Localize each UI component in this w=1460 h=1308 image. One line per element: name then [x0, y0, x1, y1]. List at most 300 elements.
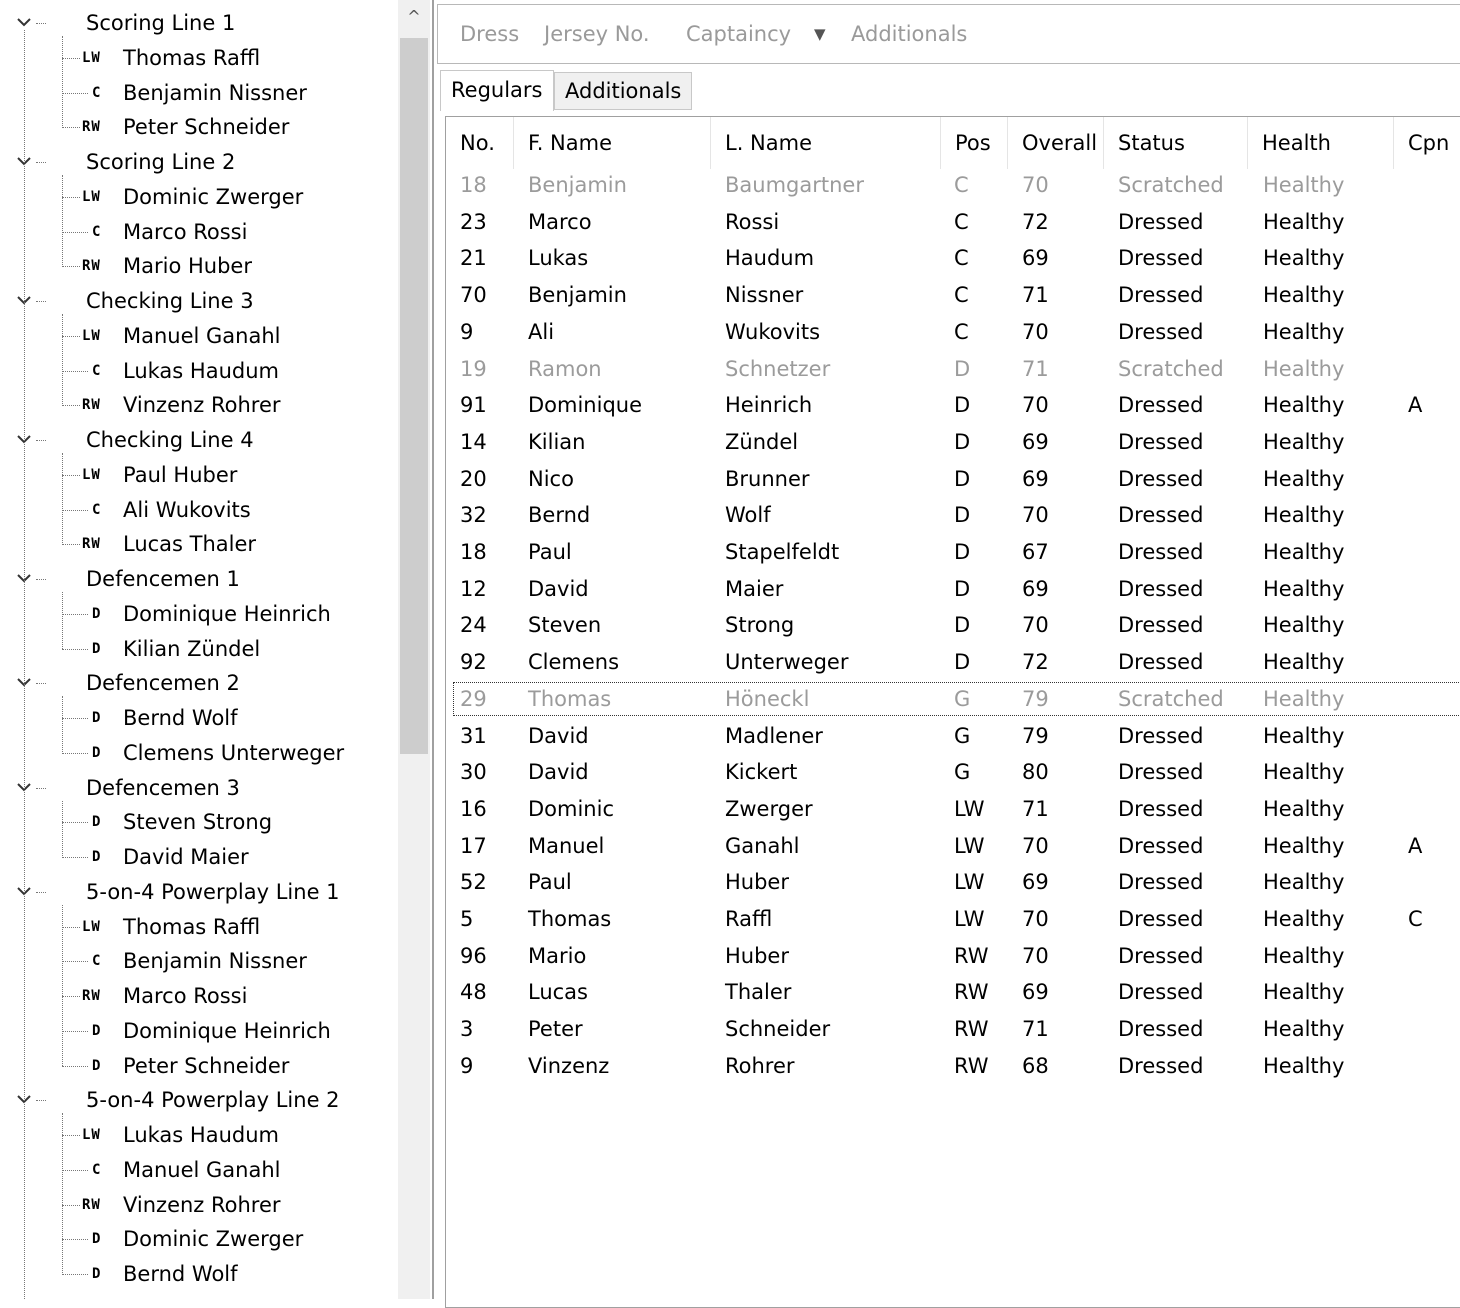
tree-connector — [62, 93, 88, 94]
cell-first: Bernd — [528, 503, 591, 528]
cell-health: Healthy — [1263, 246, 1345, 271]
lineup-tree[interactable] — [0, 0, 434, 1299]
additionals-button[interactable]: Additionals — [851, 22, 968, 46]
column-header[interactable]: Cpn — [1394, 117, 1460, 169]
cell-pos: D — [954, 613, 971, 638]
tree-group[interactable] — [0, 6, 398, 40]
cell-pos: RW — [954, 1053, 989, 1078]
tree-connector — [62, 592, 63, 649]
cell-ovr: 70 — [1022, 907, 1049, 931]
tree-player[interactable] — [0, 527, 398, 561]
tree-player[interactable] — [0, 597, 398, 631]
cell-ovr: 79 — [1022, 723, 1049, 748]
tree-connector — [62, 801, 63, 858]
tree-player-name: Dominique Heinrich — [123, 1018, 331, 1043]
tree-group[interactable] — [0, 771, 398, 805]
cell-last: Nissner — [725, 283, 804, 308]
tree-connector — [62, 857, 88, 858]
cell-pos: LW — [954, 833, 985, 858]
cell-last: Baumgartner — [725, 173, 864, 197]
cell-ovr: 68 — [1022, 1053, 1049, 1078]
cell-pos: RW — [954, 1017, 989, 1042]
tree-player[interactable] — [0, 319, 398, 353]
cell-health: Healthy — [1263, 319, 1345, 344]
tree-connector — [62, 718, 88, 719]
jersey-no-button[interactable]: Jersey No. — [544, 22, 650, 46]
tree-player[interactable] — [0, 1118, 398, 1152]
table-row[interactable] — [446, 461, 1460, 498]
cell-no: 30 — [460, 760, 487, 785]
cell-ovr: 67 — [1022, 540, 1049, 564]
table-row[interactable] — [446, 424, 1460, 461]
position-badge: LW — [82, 1127, 101, 1143]
tree-connector — [62, 510, 88, 511]
cell-health: Healthy — [1263, 1017, 1345, 1042]
cell-status: Dressed — [1118, 576, 1204, 601]
cell-pos: D — [954, 466, 971, 491]
tree-group[interactable] — [0, 875, 398, 909]
tree-player-name: Dominic Zwerger — [123, 1227, 304, 1252]
cell-last: Madlener — [725, 723, 823, 748]
tree-connector — [36, 162, 46, 163]
tree-connector — [62, 197, 80, 198]
cell-no: 20 — [460, 466, 487, 491]
position-badge: D — [92, 710, 102, 726]
tree-player[interactable] — [0, 701, 398, 735]
tree-player-name: Thomas Raffl — [123, 914, 261, 939]
tree-group-label: Checking Line 3 — [86, 289, 254, 313]
cell-first: Thomas — [528, 907, 612, 931]
position-badge: C — [92, 362, 102, 379]
cell-no: 9 — [460, 1053, 474, 1078]
cell-health: Healthy — [1263, 576, 1345, 601]
tree-connector — [62, 1239, 88, 1240]
cell-first: Marco — [528, 209, 592, 234]
tree-connector — [62, 1274, 88, 1275]
tree-connector — [36, 1100, 46, 1101]
tree-group[interactable] — [0, 145, 398, 179]
table-row[interactable] — [446, 497, 1460, 534]
cell-pos: D — [954, 540, 971, 564]
table-row[interactable] — [446, 754, 1460, 791]
cell-pos: C — [954, 246, 969, 271]
cell-pos: C — [954, 319, 969, 344]
cell-ovr: 69 — [1022, 980, 1049, 1005]
tree-group-label: Defencemen 1 — [86, 567, 240, 591]
tree-connector — [62, 232, 88, 233]
table-row[interactable] — [446, 204, 1460, 241]
position-badge: LW — [82, 466, 101, 483]
position-badge: C — [92, 84, 102, 101]
position-badge: C — [92, 501, 102, 518]
tree-player[interactable] — [0, 805, 398, 839]
cell-last: Kickert — [725, 760, 798, 785]
tree-player[interactable] — [0, 1049, 398, 1083]
cell-status: Dressed — [1118, 650, 1204, 675]
cell-no: 21 — [460, 246, 487, 271]
table-row[interactable] — [452, 681, 1460, 718]
cell-ovr: 70 — [1022, 613, 1049, 638]
cell-health: Healthy — [1263, 723, 1345, 748]
tree-player[interactable] — [0, 388, 398, 422]
tree-player-name: Kilian Zündel — [123, 636, 261, 661]
position-badge: C — [92, 223, 102, 240]
tree-player-name: Manuel Ganahl — [123, 323, 281, 348]
cell-health: Healthy — [1263, 503, 1345, 528]
tree-player[interactable] — [0, 1188, 398, 1222]
cell-status: Dressed — [1118, 833, 1204, 858]
table-row[interactable] — [446, 534, 1460, 571]
cell-ovr: 69 — [1022, 429, 1049, 454]
tree-connector — [36, 683, 46, 684]
tree-player-name: Vinzenz Rohrer — [123, 393, 281, 418]
tree-player-name: Dominic Zwerger — [123, 184, 304, 209]
cell-status: Dressed — [1118, 1053, 1204, 1078]
cell-ovr: 70 — [1022, 393, 1049, 418]
dress-button[interactable]: Dress — [460, 22, 520, 46]
cell-no: 31 — [460, 723, 487, 748]
cell-first: Ali — [528, 319, 555, 344]
cell-last: Zündel — [725, 429, 799, 454]
tree-player-name: Marco Rossi — [123, 219, 248, 244]
cell-no: 18 — [460, 540, 487, 564]
cell-pos: D — [954, 356, 971, 381]
tree-group-label: Checking Line 4 — [86, 428, 254, 452]
cell-status: Dressed — [1118, 613, 1204, 638]
cell-ovr: 71 — [1022, 796, 1049, 821]
tree-player-name: Peter Schneider — [123, 1053, 290, 1078]
column-header[interactable]: Health — [1248, 117, 1394, 169]
tree-player[interactable] — [0, 215, 398, 249]
scrollbar-thumb[interactable] — [400, 38, 428, 754]
position-badge: C — [92, 1161, 102, 1178]
cell-first: David — [528, 723, 589, 748]
cell-last: Rossi — [725, 209, 780, 234]
tree-player[interactable] — [0, 632, 398, 666]
tree-player-name: Peter Schneider — [123, 115, 290, 140]
cell-first: Steven — [528, 613, 602, 638]
cell-first: Thomas — [528, 686, 612, 711]
tree-player[interactable] — [0, 736, 398, 770]
table-row[interactable] — [446, 864, 1460, 901]
cell-health: Healthy — [1263, 796, 1345, 821]
table-row[interactable] — [446, 571, 1460, 608]
tab-additionals[interactable]: Additionals — [554, 72, 692, 110]
tree-connector — [62, 614, 88, 615]
cell-status: Dressed — [1118, 319, 1204, 344]
cell-no: 14 — [460, 429, 487, 454]
table-row[interactable] — [446, 1011, 1460, 1048]
tree-group[interactable] — [0, 1083, 398, 1117]
tree-player-name: Dominique Heinrich — [123, 601, 331, 626]
cell-health: Healthy — [1263, 466, 1345, 491]
tree-group-label: Defencemen 3 — [86, 775, 240, 800]
cell-status: Dressed — [1118, 796, 1204, 821]
tree-connector — [62, 127, 80, 128]
tree-connector — [62, 58, 80, 59]
column-header[interactable]: Pos — [941, 117, 1008, 169]
tree-connector — [62, 36, 63, 128]
table-row[interactable] — [446, 607, 1460, 644]
column-header[interactable]: Overall — [1008, 117, 1104, 169]
cell-no: 19 — [460, 356, 487, 381]
tree-player-name: Lukas Haudum — [123, 1123, 279, 1147]
tree-player[interactable] — [0, 1153, 398, 1187]
cell-no: 91 — [460, 393, 487, 418]
cell-status: Dressed — [1118, 429, 1204, 454]
tree-connector — [62, 405, 80, 406]
position-badge: D — [92, 1231, 102, 1248]
tree-player-name: Paul Huber — [123, 462, 238, 487]
table-row[interactable] — [446, 974, 1460, 1011]
tree-player[interactable] — [0, 1014, 398, 1048]
cell-ovr: 70 — [1022, 833, 1049, 858]
cell-health: Healthy — [1263, 686, 1345, 711]
cell-no: 32 — [460, 503, 487, 528]
captaincy-dropdown-arrow-icon[interactable]: ▼ — [814, 25, 826, 43]
tree-group[interactable] — [0, 284, 398, 318]
tab-regulars[interactable]: Regulars — [440, 70, 554, 111]
cell-health: Healthy — [1263, 356, 1345, 381]
cell-pos: LW — [954, 907, 985, 931]
cell-first: Nico — [528, 466, 574, 491]
tree-connector — [36, 23, 46, 24]
cell-no: 48 — [460, 980, 487, 1005]
cell-pos: RW — [954, 943, 989, 968]
tree-player[interactable] — [0, 944, 398, 978]
cell-ovr: 79 — [1022, 686, 1049, 711]
tree-player-name: Bernd Wolf — [123, 1262, 238, 1286]
position-badge: D — [92, 640, 102, 657]
table-row[interactable] — [446, 901, 1460, 938]
cell-first: Clemens — [528, 650, 620, 675]
cell-health: Healthy — [1263, 980, 1345, 1005]
table-row[interactable] — [446, 718, 1460, 755]
cell-health: Healthy — [1263, 943, 1345, 968]
tree-group-label: 5-on-4 Powerplay Line 1 — [86, 879, 340, 904]
cell-ovr: 80 — [1022, 760, 1049, 785]
position-badge: D — [92, 814, 102, 831]
cell-first: Dominique — [528, 393, 643, 418]
tree-group[interactable] — [0, 423, 398, 457]
position-badge: RW — [82, 119, 101, 136]
tree-connector — [62, 1135, 80, 1136]
cell-no: 96 — [460, 943, 487, 968]
tree-scrollbar[interactable] — [398, 0, 430, 1299]
column-header[interactable]: L. Name — [711, 117, 941, 169]
tree-player[interactable] — [0, 41, 398, 75]
cell-last: Schneider — [725, 1017, 831, 1042]
position-badge: LW — [82, 918, 101, 935]
cell-no: 29 — [460, 686, 487, 711]
position-badge: D — [92, 744, 102, 761]
table-row[interactable] — [446, 644, 1460, 681]
position-badge: C — [92, 953, 102, 970]
cell-status: Scratched — [1118, 173, 1224, 197]
table-row[interactable] — [446, 1048, 1460, 1085]
captaincy-button[interactable]: Captaincy — [686, 22, 792, 46]
cell-ovr: 69 — [1022, 246, 1049, 271]
cell-last: Huber — [725, 943, 789, 968]
tree-player[interactable] — [0, 354, 398, 388]
cell-health: Healthy — [1263, 650, 1345, 675]
tree-connector — [62, 753, 88, 754]
cell-pos: D — [954, 393, 971, 418]
table-row[interactable] — [446, 277, 1460, 314]
cell-pos: LW — [954, 870, 985, 895]
position-badge: D — [92, 605, 102, 622]
cell-first: David — [528, 760, 589, 785]
tree-connector — [62, 371, 88, 372]
cell-pos: RW — [954, 980, 989, 1005]
tree-player-name: Mario Huber — [123, 254, 252, 279]
cell-no: 17 — [460, 833, 487, 858]
cell-ovr: 72 — [1022, 209, 1049, 234]
tree-player-name: Benjamin Nissner — [123, 949, 307, 974]
cell-status: Dressed — [1118, 503, 1204, 528]
tree-connector — [62, 961, 88, 962]
tree-connector — [62, 336, 80, 337]
cell-last: Strong — [725, 613, 795, 638]
cell-no: 12 — [460, 576, 487, 601]
position-badge: D — [92, 1022, 102, 1039]
tree-player-name: Thomas Raffl — [123, 45, 261, 70]
tree-connector — [62, 266, 80, 267]
tree-connector — [62, 927, 80, 928]
position-badge: D — [92, 1057, 102, 1074]
tree-player[interactable] — [0, 493, 398, 527]
cell-last: Heinrich — [725, 393, 813, 418]
cell-status: Dressed — [1118, 943, 1204, 968]
tree-connector — [36, 440, 46, 441]
tree-connector — [62, 696, 63, 753]
tree-player-name: Marco Rossi — [123, 984, 248, 1008]
tree-connector — [62, 475, 80, 476]
tree-player[interactable] — [0, 1222, 398, 1256]
cell-ovr: 69 — [1022, 576, 1049, 601]
tree-connector — [62, 453, 63, 545]
table-row[interactable] — [446, 791, 1460, 828]
tree-player[interactable] — [0, 840, 398, 874]
tree-player[interactable] — [0, 249, 398, 283]
position-badge: RW — [82, 988, 101, 1004]
cell-status: Dressed — [1118, 283, 1204, 308]
cell-first: Lucas — [528, 980, 588, 1005]
cell-ovr: 70 — [1022, 943, 1049, 968]
cell-first: Kilian — [528, 429, 586, 454]
cell-first: Benjamin — [528, 283, 627, 308]
cell-first: Benjamin — [528, 173, 627, 197]
tree-connector — [62, 544, 80, 545]
column-header[interactable]: No. — [446, 117, 514, 169]
position-badge: D — [92, 1266, 102, 1282]
tree-player[interactable] — [0, 910, 398, 944]
tree-player[interactable] — [0, 110, 398, 144]
cell-status: Scratched — [1118, 356, 1224, 381]
cell-first: Lukas — [528, 246, 589, 271]
tree-connector — [36, 892, 46, 893]
position-badge: RW — [82, 536, 101, 553]
tree-connector — [62, 822, 88, 823]
cell-first: Mario — [528, 943, 587, 968]
table-row[interactable] — [446, 828, 1460, 865]
tree-player[interactable] — [0, 979, 398, 1013]
column-header[interactable]: Status — [1104, 117, 1248, 169]
cell-last: Thaler — [725, 980, 792, 1005]
cell-last: Stapelfeldt — [725, 540, 840, 564]
tree-connector — [62, 175, 63, 267]
cell-last: Rohrer — [725, 1053, 795, 1078]
cell-no: 23 — [460, 209, 487, 234]
position-badge: RW — [82, 397, 101, 414]
tree-connector — [62, 314, 63, 406]
tree-group-label: Defencemen 2 — [86, 671, 240, 696]
cell-status: Dressed — [1118, 393, 1204, 418]
cell-pos: C — [954, 209, 969, 234]
tree-player[interactable] — [0, 180, 398, 214]
cell-cpn: A — [1408, 393, 1423, 418]
table-row[interactable] — [446, 240, 1460, 277]
position-badge: D — [92, 849, 102, 865]
tree-connector — [62, 996, 80, 997]
cell-pos: C — [954, 173, 969, 197]
column-header[interactable]: F. Name — [514, 117, 711, 169]
tree-player[interactable] — [0, 76, 398, 110]
tree-connector — [36, 301, 46, 302]
tree-player[interactable] — [0, 458, 398, 492]
tree-group[interactable] — [0, 562, 398, 596]
scroll-up-arrow-icon[interactable]: ^ — [407, 7, 421, 26]
table-row[interactable] — [446, 938, 1460, 975]
tree-player[interactable] — [0, 1257, 398, 1291]
cell-health: Healthy — [1263, 833, 1345, 858]
cell-pos: D — [954, 650, 971, 675]
cell-health: Healthy — [1263, 429, 1345, 454]
cell-cpn: C — [1408, 907, 1423, 931]
cell-health: Healthy — [1263, 393, 1345, 418]
table-row[interactable] — [446, 167, 1460, 204]
tree-connector — [62, 1113, 63, 1275]
cell-health: Healthy — [1263, 907, 1345, 931]
tree-connector — [62, 1170, 88, 1171]
cell-no: 52 — [460, 870, 487, 895]
position-badge: RW — [82, 1196, 101, 1213]
table-row[interactable] — [446, 351, 1460, 388]
cell-ovr: 71 — [1022, 283, 1049, 308]
tree-player-name: Ali Wukovits — [123, 497, 251, 522]
cell-status: Dressed — [1118, 723, 1204, 748]
cell-ovr: 71 — [1022, 356, 1049, 381]
cell-no: 16 — [460, 796, 487, 821]
tree-connector — [62, 649, 88, 650]
tree-group[interactable] — [0, 666, 398, 700]
table-row[interactable] — [446, 387, 1460, 424]
tree-player-name: Lukas Haudum — [123, 358, 279, 383]
cell-last: Zwerger — [725, 796, 813, 821]
cell-no: 5 — [460, 907, 474, 931]
cell-first: David — [528, 576, 589, 601]
table-row[interactable] — [446, 314, 1460, 351]
cell-first: Ramon — [528, 356, 602, 381]
tree-player-name: Clemens Unterweger — [123, 740, 345, 765]
cell-cpn: A — [1408, 833, 1423, 858]
cell-no: 92 — [460, 650, 487, 675]
cell-health: Healthy — [1263, 760, 1345, 785]
cell-health: Healthy — [1263, 870, 1345, 895]
tree-player-name: David Maier — [123, 845, 249, 869]
cell-ovr: 70 — [1022, 173, 1049, 197]
cell-ovr: 69 — [1022, 466, 1049, 491]
